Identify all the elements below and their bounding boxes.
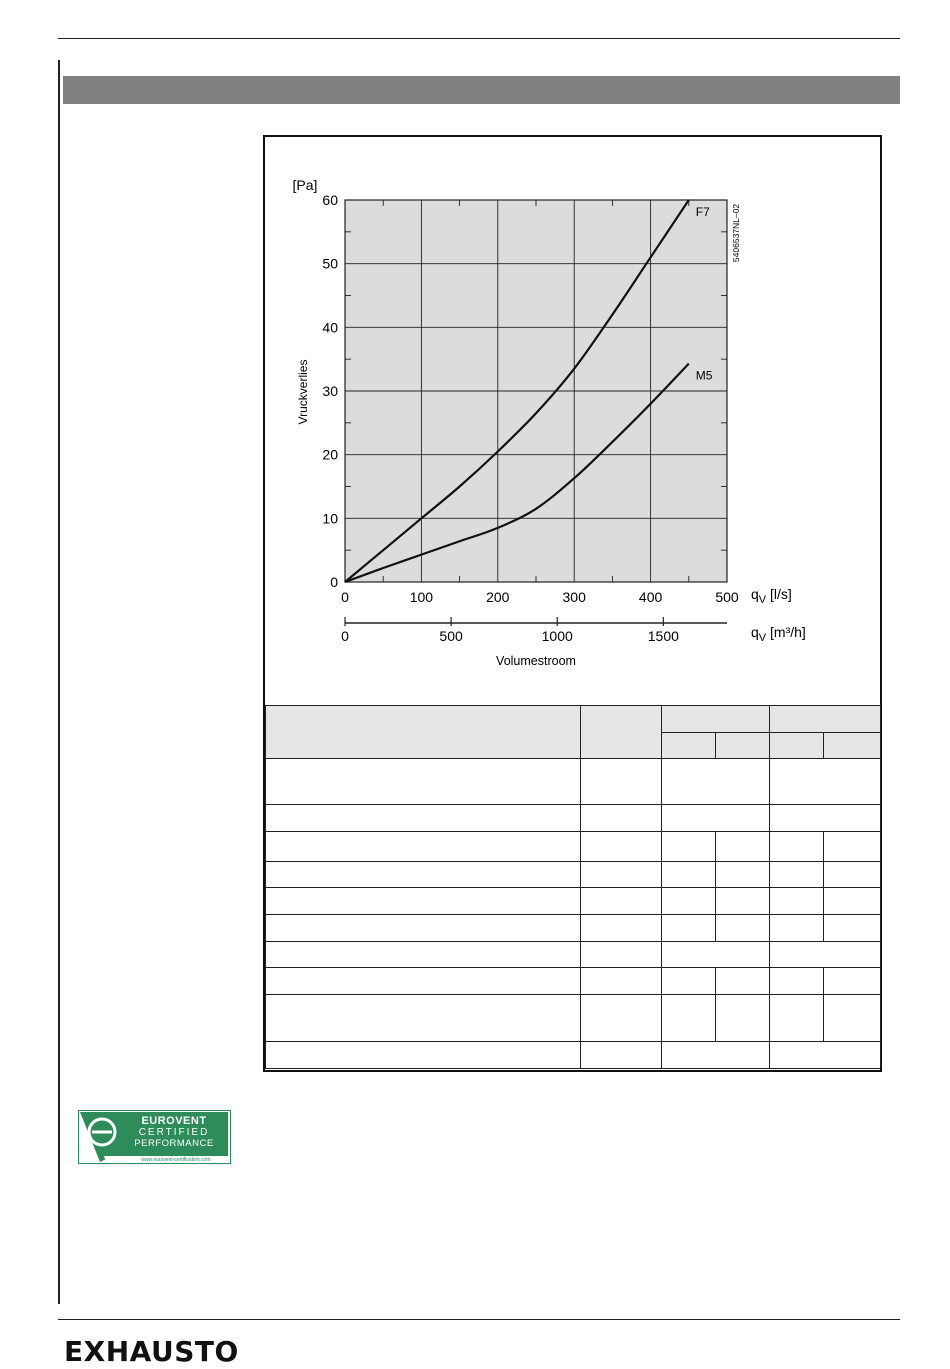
x2-tick-label: 500 [439,628,463,644]
table-row [266,915,881,942]
table-row [266,805,881,832]
x-tick-label: 200 [486,589,510,605]
table-subheader [824,733,881,759]
series-label-m5: M5 [695,368,713,383]
table-header-description [266,706,581,759]
x2-tick-label: 1500 [647,628,679,644]
brand-wordmark: EXHAUSTO [64,1335,239,1368]
x-axis-label: Volumestroom [496,654,576,668]
y-tick-label: 30 [322,383,338,399]
x-tick-label: 400 [638,589,663,605]
table-row [266,1042,881,1069]
table-row [266,759,881,805]
bottom-rule [58,1319,900,1320]
table-header-group-2 [770,706,881,733]
y-axis-label: Vruckverlies [296,359,310,425]
top-rule [58,38,900,39]
spec-table [265,705,881,1069]
y-tick-labels [322,192,338,590]
y-tick-label: 20 [322,446,338,463]
table-row [266,942,881,968]
x-unit-primary: $q_V$ [l/s] [751,586,792,606]
table-row [266,888,881,915]
logo-text-line1: EUROVENT [141,1115,207,1127]
x-tick-label: 100 [409,589,434,605]
x-tick-label: 300 [562,589,586,605]
figure-frame [263,135,882,1072]
x-tick-label: 500 [715,589,739,605]
y-tick-label: 0 [330,574,338,590]
table-subheader [662,733,716,759]
y-tick-label: 40 [322,319,338,336]
logo-text-line3: PERFORMANCE [134,1138,214,1149]
table-subheader [716,733,770,759]
table-row [266,968,881,995]
secondary-x-axis [341,617,727,644]
pressure-drop-chart [265,137,880,697]
series-label-f7: F7 [695,205,710,219]
eurovent-certified-logo [78,1110,232,1165]
x-tick-label: 0 [341,589,349,605]
left-margin-rule [58,60,60,1304]
table-header-group-1 [662,706,770,733]
table-row [266,862,881,888]
logo-text-line2: CERTIFIED [138,1127,210,1138]
x-tick-labels [341,589,739,605]
table-header-unit [581,706,662,759]
y-tick-label: 10 [322,510,338,527]
x2-tick-label: 0 [341,628,349,644]
table-subheader [770,733,824,759]
x2-tick-label: 1000 [541,628,573,644]
logo-url: www.eurovent-certification.com [141,1157,211,1163]
section-header-bar [63,76,900,104]
x-unit-secondary: $q_V$ [m³/h] [751,624,806,644]
table-row [266,832,881,862]
y-tick-label: 60 [322,192,338,208]
figure-code: 5406537NL–02 [731,203,741,263]
y-tick-label: 50 [322,255,338,272]
y-unit-label: [Pa] [292,177,318,193]
table-row [266,995,881,1042]
